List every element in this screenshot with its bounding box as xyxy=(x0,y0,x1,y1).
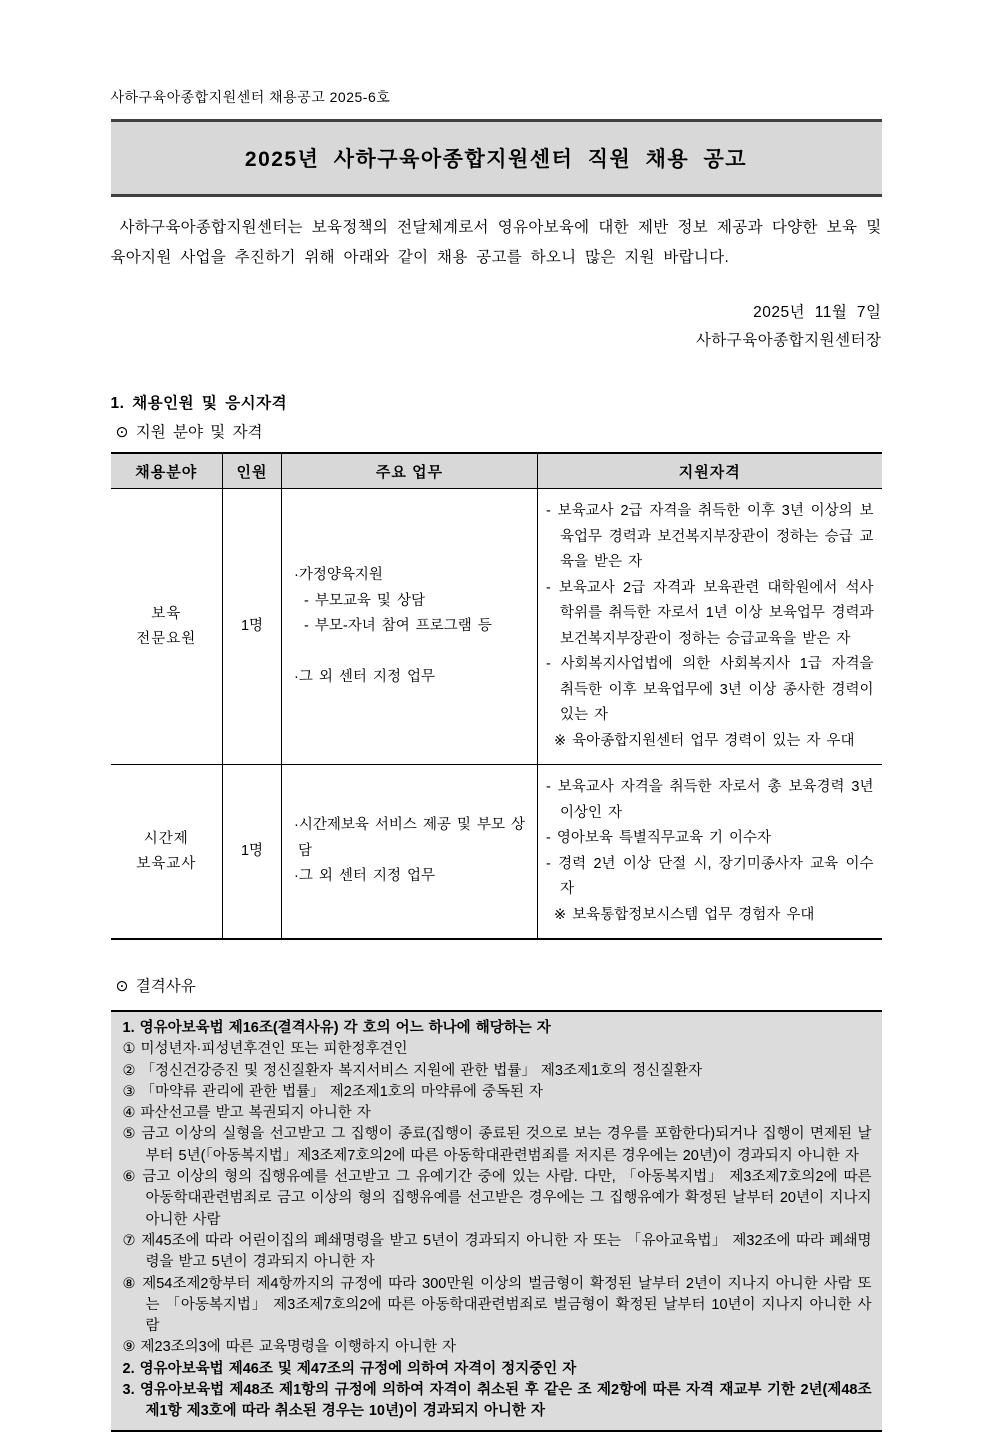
duty-line: ·그 외 센터 지정 업무 xyxy=(294,868,435,885)
disqualification-item: ④ 파산선고를 받고 복권되지 아니한 자 xyxy=(122,1105,371,1122)
title-box xyxy=(111,119,882,197)
column-header-duties: 주요 업무 xyxy=(282,453,538,489)
doc-number: 사하구육아종합지원센터 채용공고 2025-6호 xyxy=(110,89,391,105)
qualification-line: - 경력 2년 이상 단절 시, 장기미종사자 교육 이수자 xyxy=(546,855,874,897)
disqualification-item: ② 「정신건강증진 및 정신질환자 복지서비스 지원에 관한 법률」 제3조제1호의 정신질환자 xyxy=(122,1062,703,1079)
column-header-count: 인원 xyxy=(223,453,282,489)
table-row-childcare-specialist xyxy=(111,489,882,765)
document-page xyxy=(111,0,882,1432)
date-line: 2025년 11월 7일 xyxy=(753,304,882,321)
field-line: 전문요원 xyxy=(136,630,197,647)
recruitment-table xyxy=(111,452,882,940)
section1-heading: 1. 채용인원 및 응시자격 xyxy=(110,395,288,412)
column-header-field: 채용분야 xyxy=(111,453,223,489)
cell-qualifications xyxy=(538,765,882,940)
disqualification-item: ③ 「마약류 관리에 관한 법률」 제2조제1호의 마약류에 중독된 자 xyxy=(122,1083,544,1100)
disqualification-item: ⑨ 제23조의3에 따른 교육명령을 이행하지 아니한 자 xyxy=(122,1339,456,1356)
cell-field xyxy=(111,489,223,765)
cell-duties xyxy=(282,489,538,765)
disqualification-item: ⑦ 제45조에 따라 어린이집의 폐쇄명령을 받고 5년이 경과되지 아니한 자 또는 「유아교육법」 제32조에 따라 폐쇄명령을 받고 5년이 경과되지 아니한 자 xyxy=(122,1232,872,1271)
table-row-parttime-teacher xyxy=(111,765,882,940)
signer-line: 사하구육아종합지원센터장 xyxy=(695,332,882,349)
column-header-qualifications: 지원자격 xyxy=(538,453,882,489)
section2-heading: ⊙ 결격사유 xyxy=(115,978,196,995)
doc-title: 2025년 사하구육아종합지원센터 직원 채용 공고 xyxy=(244,148,748,171)
duty-line: ·가정양육지원 xyxy=(294,567,383,583)
disqualification-item: ① 미성년자·피성년후견인 또는 피한정후견인 xyxy=(122,1041,408,1058)
qualification-line: - 보육교사 2급 자격을 취득한 이후 3년 이상의 보육업무 경력과 보건복지부장관이 정하는 승급 교육을 받은 자 xyxy=(546,503,874,570)
qualification-line: - 보육교사 자격을 취득한 자로서 총 보육경력 3년 이상인 자 xyxy=(546,779,874,821)
qualification-note: ※ 육아종합지원센터 업무 경력이 있는 자 우대 xyxy=(554,732,855,749)
intro-paragraph: 사하구육아종합지원센터는 보육정책의 전달체계로서 영유아보육에 대한 제반 정보 제공과 다양한 보육 및 육아지원 사업을 추진하기 위해 아래와 같이 채용 공고를 하오니 많은 지원 바랍니다. xyxy=(110,219,882,266)
cell-duties xyxy=(282,765,538,940)
qualification-line: - 사회복지사업법에 의한 사회복지사 1급 자격을 취득한 이후 보육업무에 3년 이상 종사한 경력이 있는 자 xyxy=(546,656,874,723)
duty-line: - 부모교육 및 상담 xyxy=(304,592,425,609)
field-line: 보육교사 xyxy=(136,855,197,872)
table-header-row xyxy=(111,453,882,489)
duty-line: ·그 외 센터 지정 업무 xyxy=(294,668,435,685)
section1-subheading: ⊙ 지원 분야 및 자격 xyxy=(115,424,263,441)
disqualification-box xyxy=(111,1010,882,1432)
duty-line: - 부모-자녀 참여 프로그램 등 xyxy=(304,618,492,634)
disqualification-item: ⑧ 제54조제2항부터 제4항까지의 규정에 따라 300만원 이상의 벌금형이 확정된 날부터 2년이 지나지 아니한 사람 또는 「아동복지법」 제3조제7호의2에 따른 아동학대관련범죄로 벌금형이 확정된 날부터 10년이 지나지 아니한 사람 xyxy=(122,1275,872,1335)
disqualification-item: 2. 영유아보육법 제46조 및 제47조의 규정에 의하여 자격이 정지중인 자 xyxy=(122,1360,577,1377)
cell-qualifications xyxy=(538,489,882,765)
qualification-note: ※ 보육통합정보시스템 업무 경험자 우대 xyxy=(554,906,815,923)
cell-count: 1명 xyxy=(223,765,282,940)
duty-line: ·시간제보육 서비스 제공 및 부모 상담 xyxy=(294,817,526,859)
cell-field xyxy=(111,765,223,940)
disqualification-item: 1. 영유아보육법 제16조(결격사유) 각 호의 어느 하나에 해당하는 자 xyxy=(122,1020,551,1036)
qualification-line: - 영아보육 특별직무교육 기 이수자 xyxy=(546,830,772,846)
field-line: 시간제 xyxy=(143,830,189,847)
field-line: 보육 xyxy=(151,605,182,622)
qualification-line: - 보육교사 2급 자격과 보육관련 대학원에서 석사 학위를 취득한 자로서 1년 이상 보육업무 경력과 보건복지부장관이 정하는 승급교육을 받은 자 xyxy=(546,579,874,647)
disqualification-item: ⑤ 금고 이상의 실형을 선고받고 그 집행이 종료(집행이 종료된 것으로 보는 경우를 포함한다)되거나 집행이 면제된 날부터 5년(「아동복지법」제3조제7호의2에 따른 아동학대관련범죄를 저지른 경우에는 20년)이 경과되지 아니한 자 xyxy=(122,1126,872,1164)
disqualification-item: ⑥ 금고 이상의 형의 집행유예를 선고받고 그 유예기간 중에 있는 사람. 다만, 「아동복지법」 제3조제7호의2에 따른 아동학대관련범죄로 금고 이상의 형의 집행유예를 선고받은 경우에는 그 집행유예가 확정된 날부터 20년이 지나지 아니한 사람 xyxy=(122,1169,872,1228)
cell-count: 1명 xyxy=(223,489,282,765)
disqualification-item: 3. 영유아보육법 제48조 제1항의 규정에 의하여 자격이 취소된 후 같은 조 제2항에 따른 자격 재교부 기한 2년(제48조 제1항 제3호에 따라 취소된 경우는 10년)이 경과되지 아니한 자 xyxy=(122,1382,872,1420)
